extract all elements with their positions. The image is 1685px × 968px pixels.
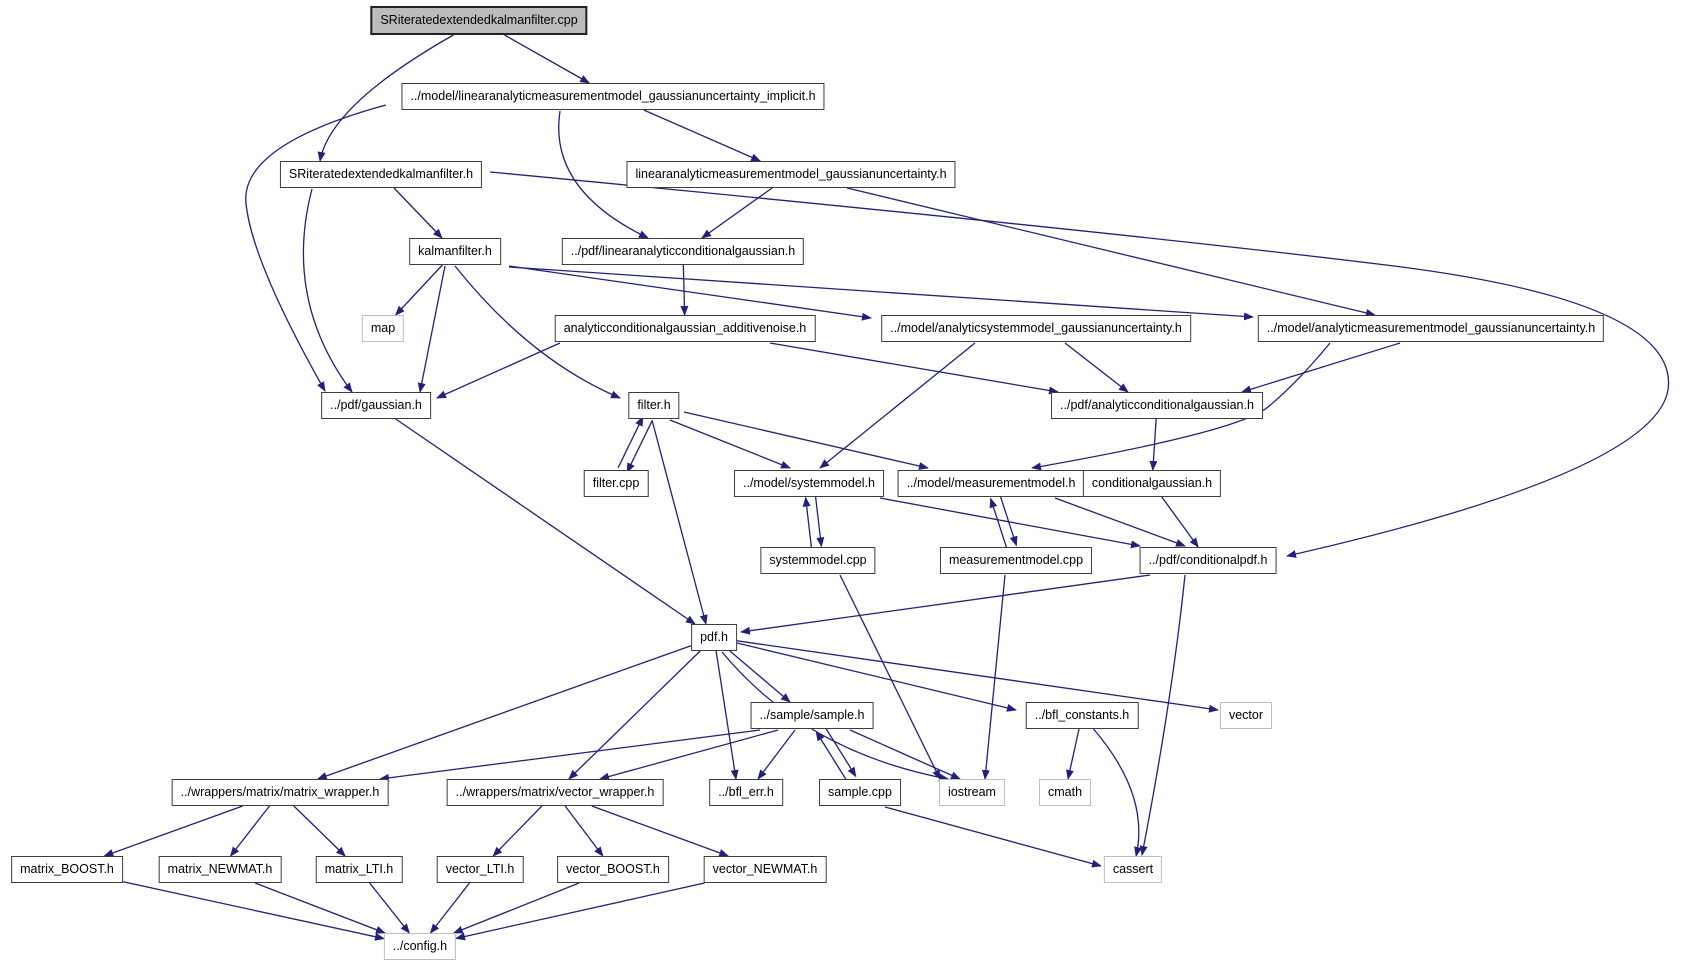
node-bflconst[interactable]: ../bfl_constants.h — [1026, 702, 1139, 729]
node-condpdf[interactable]: ../pdf/conditionalpdf.h — [1140, 547, 1277, 574]
edge-samplecpp-sample — [816, 732, 847, 782]
edge-matlti-config — [370, 883, 410, 933]
edge-vecnewmat-config — [456, 883, 705, 938]
edge-sysmod-syscpp — [816, 496, 822, 546]
edge-srh-condpdf — [490, 172, 1669, 556]
node-cassert: cassert — [1104, 856, 1162, 883]
edge-pdf-sample — [730, 651, 790, 702]
node-sysmod[interactable]: ../model/systemmodel.h — [734, 470, 884, 497]
edge-kalman-map — [396, 265, 443, 315]
node-filter[interactable]: filter.h — [628, 392, 679, 419]
edge-condpdf-cassert — [1142, 575, 1185, 855]
node-implicit[interactable]: ../model/linearanalyticmeasurementmodel_gaussianuncertainty_implicit.h — [401, 83, 824, 110]
node-samplecpp[interactable]: sample.cpp — [819, 779, 901, 806]
edge-srh-gauss — [303, 189, 352, 392]
edge-asys-sysmod — [820, 343, 975, 468]
edge-sysmod-condpdf — [880, 498, 1140, 546]
node-vector: vector — [1220, 702, 1272, 729]
edge-cpp-implicit — [505, 35, 590, 83]
edge-implicit-gauss — [246, 105, 386, 391]
node-matboost[interactable]: matrix_BOOST.h — [11, 856, 123, 883]
node-lamgu[interactable]: linearanalyticmeasurementmodel_gaussianuncertainty.h — [626, 161, 955, 188]
edge-matwrap-matlti — [294, 806, 345, 856]
edge-matwrap-matboost — [104, 806, 242, 856]
node-addnoise[interactable]: analyticconditionalgaussian_additivenoise.h — [555, 315, 816, 342]
edge-matwrap-matnewmat — [231, 806, 270, 856]
edge-srh-kalman — [394, 188, 442, 238]
edge-pdf-bflerr — [716, 651, 736, 779]
node-veclti[interactable]: vector_LTI.h — [437, 856, 524, 883]
edge-linpdf-addnoise — [683, 265, 684, 315]
node-vecboost[interactable]: vector_BOOST.h — [557, 856, 669, 883]
node-cmath: cmath — [1039, 779, 1091, 806]
edge-filter-sysmod — [670, 420, 790, 468]
edge-samplecpp-cassert — [885, 807, 1101, 866]
edge-pdf-matwrap — [318, 646, 691, 779]
node-meascpp[interactable]: measurementmodel.cpp — [940, 547, 1092, 574]
node-syscpp[interactable]: systemmodel.cpp — [760, 547, 875, 574]
node-iostream: iostream — [939, 779, 1005, 806]
edge-filter-filtercpp — [627, 421, 652, 472]
edge-matnewmat-config — [255, 883, 385, 933]
edge-implicit-lamgu — [644, 110, 760, 161]
node-bflerr[interactable]: ../bfl_err.h — [709, 779, 783, 806]
node-map: map — [362, 315, 404, 342]
edge-vecwrap-vecnewmat — [592, 806, 728, 856]
edge-addnoise-acg — [770, 343, 1058, 392]
node-vecnewmat[interactable]: vector_NEWMAT.h — [704, 856, 827, 883]
node-matwrap[interactable]: ../wrappers/matrix/matrix_wrapper.h — [172, 779, 389, 806]
edge-kalman-ameas — [509, 267, 1253, 317]
edge-addnoise-gauss — [437, 343, 560, 398]
node-filtercpp[interactable]: filter.cpp — [584, 470, 649, 497]
edge-condpdf-pdf — [741, 575, 1150, 632]
node-linpdf[interactable]: ../pdf/linearanalyticconditionalgaussian.h — [562, 238, 804, 265]
node-matlti[interactable]: matrix_LTI.h — [316, 856, 403, 883]
edge-pdf-bflconst — [737, 643, 1016, 710]
node-matnewmat[interactable]: matrix_NEWMAT.h — [159, 856, 282, 883]
edge-sample-vecwrap — [600, 730, 778, 779]
node-cgauss[interactable]: conditionalgaussian.h — [1083, 470, 1221, 497]
node-cpp: SRiteratedextendedkalmanfilter.cpp — [370, 6, 587, 35]
node-kalman[interactable]: kalmanfilter.h — [409, 238, 501, 265]
edge-sample-bflerr — [758, 730, 795, 779]
node-pdf[interactable]: pdf.h — [691, 624, 737, 651]
edge-pdf-vecwrap — [569, 651, 700, 779]
node-gauss[interactable]: ../pdf/gaussian.h — [321, 392, 431, 419]
edge-sample-iostream — [850, 730, 960, 779]
edge-bflconst-cassert — [1094, 729, 1139, 856]
node-sample[interactable]: ../sample/sample.h — [751, 702, 874, 729]
node-config: ../config.h — [384, 933, 456, 960]
node-srh[interactable]: SRiteratedextendedkalmanfilter.h — [280, 161, 482, 188]
edge-filtercpp-filter — [618, 417, 643, 468]
edge-sample-matwrap — [380, 730, 760, 779]
edge-lamgu-ameas — [847, 188, 1375, 315]
edge-kalman-asys — [509, 266, 871, 318]
node-measmod[interactable]: ../model/measurementmodel.h — [898, 470, 1085, 497]
edge-gauss-pdf — [396, 419, 695, 624]
node-acg[interactable]: ../pdf/analyticconditionalgaussian.h — [1051, 392, 1263, 419]
edge-vecwrap-veclti — [493, 806, 542, 856]
edge-veclti-config — [431, 883, 470, 933]
edge-sample-samplecpp — [825, 726, 856, 776]
edge-vecwrap-vecboost — [565, 806, 603, 856]
edge-meascpp-measmod — [991, 499, 1007, 549]
edge-pdf-vector — [737, 641, 1218, 710]
node-ameas[interactable]: ../model/analyticmeasurementmodel_gaussianuncertainty.h — [1258, 315, 1604, 342]
edge-asys-acg — [1065, 343, 1128, 392]
edge-matboost-config — [123, 882, 384, 939]
edge-filter-pdf — [652, 420, 706, 624]
node-vecwrap[interactable]: ../wrappers/matrix/vector_wrapper.h — [447, 779, 664, 806]
node-asys[interactable]: ../model/analyticsystemmodel_gaussianuncertainty.h — [881, 315, 1191, 342]
edge-measmod-condpdf — [1055, 498, 1185, 546]
edge-bflconst-cmath — [1068, 729, 1079, 779]
edge-ameas-acg — [1242, 343, 1400, 392]
edge-syscpp-sysmod — [806, 498, 812, 548]
